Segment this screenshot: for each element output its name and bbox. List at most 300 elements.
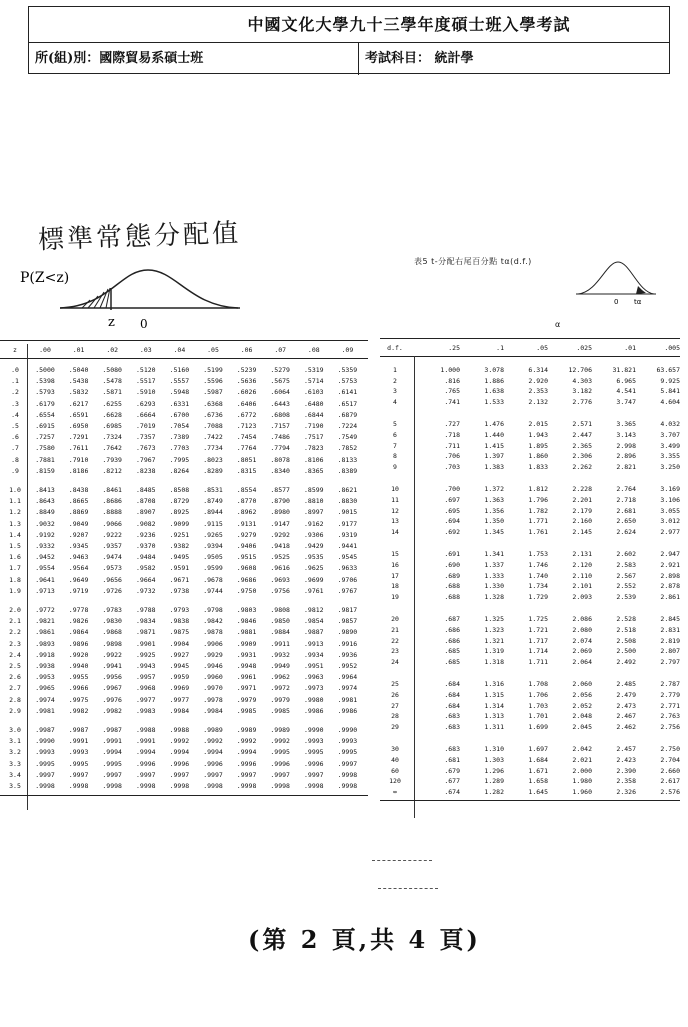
z-table-cell: .9382 bbox=[169, 542, 190, 550]
z-table-cell: .6443 bbox=[270, 399, 290, 408]
t-table-cell: 1.725 bbox=[528, 615, 548, 624]
t-table-cell: 2.756 bbox=[660, 722, 680, 731]
t-table-cell: .692 bbox=[444, 527, 460, 536]
z-table-cell: .9625 bbox=[304, 564, 324, 573]
exam-title: 中國文化大學九十三學年度碩士班入學考試 bbox=[29, 7, 669, 43]
z-table-cell: .9901 bbox=[136, 639, 156, 648]
t-table-cell: 2.576 bbox=[660, 787, 680, 796]
z-table-cell: .9997 bbox=[203, 770, 223, 779]
z-table-cell: .5517 bbox=[136, 377, 156, 386]
z-table-cell: .6293 bbox=[136, 399, 156, 408]
z-table-cell: .9515 bbox=[236, 553, 257, 562]
z-table-cell: .9927 bbox=[169, 650, 190, 659]
z-table-cell: .8315 bbox=[236, 466, 257, 475]
t-table-cell: .711 bbox=[444, 441, 460, 450]
z-table-cell: .7642 bbox=[102, 444, 122, 453]
z-table-cell: .9976 bbox=[102, 695, 122, 704]
t-table-cell: .684 bbox=[444, 701, 460, 710]
z-table-cell: .9554 bbox=[35, 564, 55, 573]
t-table-cell: 1.886 bbox=[484, 376, 504, 385]
z-table-cell: .7054 bbox=[169, 422, 190, 430]
z-table-cell: .8665 bbox=[68, 497, 89, 506]
z-table-cell: .9934 bbox=[304, 650, 324, 659]
t-df-label: 12 bbox=[391, 506, 399, 515]
dash-mark-1 bbox=[372, 860, 432, 862]
z-table-cell: .9967 bbox=[102, 684, 122, 693]
t-distribution-sketch bbox=[576, 258, 656, 306]
z-table-cell: .5596 bbox=[203, 377, 223, 386]
z-table-cell: .9991 bbox=[136, 737, 156, 746]
z-table-cell: .9756 bbox=[270, 586, 290, 595]
z-table-cell: .9995 bbox=[102, 759, 122, 768]
z-table-cell: .5438 bbox=[68, 377, 89, 386]
z-col-header-cell: .05 bbox=[207, 346, 219, 354]
z-table-cell: .5636 bbox=[236, 377, 257, 386]
t-table-divider bbox=[414, 356, 415, 818]
t-table-cell: 2.492 bbox=[616, 657, 636, 666]
t-table-cell: 1.734 bbox=[528, 582, 548, 591]
z-col-header-cell: .04 bbox=[173, 346, 186, 354]
z-table-cell: .9997 bbox=[270, 770, 290, 779]
t-table-cell: 2.120 bbox=[572, 561, 592, 569]
t-table-cell: 2.306 bbox=[572, 452, 592, 461]
t-table-cell: 2.878 bbox=[660, 582, 680, 591]
z-table-cell: .6950 bbox=[68, 422, 89, 430]
z-table-cell: .9545 bbox=[337, 553, 358, 562]
z-table-cell: .9222 bbox=[102, 530, 122, 539]
t-table-cell: 1.440 bbox=[484, 431, 504, 439]
z-table-cell: .9032 bbox=[35, 519, 55, 528]
z-table-cell: .9998 bbox=[136, 782, 156, 790]
z-table-cell: .9925 bbox=[136, 650, 156, 659]
z-table-cell: .9983 bbox=[136, 706, 156, 715]
z-table-cell: .9984 bbox=[169, 706, 190, 715]
t-df-label: 8 bbox=[393, 452, 397, 461]
z-table-cell: .9993 bbox=[304, 737, 324, 746]
z-table-cell: .5398 bbox=[35, 377, 55, 386]
normal-curve-sketch bbox=[20, 262, 360, 332]
z-col-header-cell: .02 bbox=[106, 346, 119, 354]
t-table-cell: .683 bbox=[444, 712, 460, 721]
t-table-cell: 2.179 bbox=[572, 506, 592, 515]
z-table-cell: .9929 bbox=[203, 650, 223, 659]
t-table-bottom-rule bbox=[380, 800, 680, 801]
t-table-cell: 2.485 bbox=[616, 680, 636, 689]
z-table-cell: .7123 bbox=[236, 422, 257, 430]
t-table-cell: 1.383 bbox=[484, 462, 504, 471]
t-table-cell: 2.704 bbox=[660, 756, 680, 764]
z-table-cell: .9985 bbox=[236, 706, 257, 715]
z-row-label: .3 bbox=[11, 399, 19, 408]
t-table-cell: 5.841 bbox=[660, 387, 680, 396]
z-table-cell: .7291 bbox=[68, 433, 89, 442]
z-table-cell: .9998 bbox=[236, 782, 257, 790]
t-table-cell: 1.363 bbox=[484, 496, 504, 504]
t-table-cell: 2.326 bbox=[616, 787, 636, 796]
t-table-cell: 1.372 bbox=[484, 485, 504, 494]
z-table-cell: .9940 bbox=[68, 662, 89, 670]
z-table-cell: .9319 bbox=[337, 530, 358, 539]
z-table-cell: .9993 bbox=[68, 748, 89, 757]
t-table-cell: 1.782 bbox=[528, 506, 548, 515]
t-table-cell: 1.397 bbox=[484, 452, 504, 461]
header-info-row bbox=[29, 43, 669, 75]
z-table-cell: .9918 bbox=[35, 650, 55, 659]
t-df-label: 40 bbox=[391, 756, 399, 764]
t-table-cell: 1.311 bbox=[484, 722, 504, 731]
t-table-cell: 2.771 bbox=[660, 701, 680, 710]
t-col-header-cell: .01 bbox=[624, 344, 636, 352]
z-row-label: 2.9 bbox=[9, 706, 21, 715]
z-table-cell: .9956 bbox=[102, 673, 122, 682]
z-table-cell: .7823 bbox=[304, 444, 324, 453]
z-table-cell: .9996 bbox=[203, 759, 223, 768]
t-table-cell: 1.476 bbox=[484, 420, 504, 429]
z-table-cell: .8264 bbox=[169, 466, 190, 475]
z-table-cell: .5080 bbox=[102, 366, 122, 374]
z-col-header-cell: .00 bbox=[39, 346, 51, 354]
t-table-cell: 1.350 bbox=[484, 517, 504, 526]
z-table-cell: .8554 bbox=[236, 486, 257, 494]
z-table-cell: .9713 bbox=[35, 586, 55, 595]
z-table-cell: .9949 bbox=[270, 662, 290, 670]
z-table-cell: .9984 bbox=[203, 706, 223, 715]
z-row-label: .4 bbox=[11, 410, 19, 419]
z-table-cell: .7673 bbox=[136, 444, 156, 453]
t-table-cell: 2.201 bbox=[572, 496, 592, 504]
z-table-cell: .8413 bbox=[35, 486, 55, 494]
z-table-cell: .8869 bbox=[68, 508, 89, 517]
z-row-label: .9 bbox=[11, 466, 19, 475]
t-table-cell: 1.533 bbox=[484, 397, 504, 406]
t-table-cell: 2.358 bbox=[616, 777, 636, 786]
handwritten-title: 標準常態分配值 bbox=[37, 218, 242, 256]
z-table-cell: .6368 bbox=[203, 399, 223, 408]
t-table-cell: 2.947 bbox=[660, 550, 680, 559]
t-table-cell: 3.143 bbox=[616, 431, 636, 439]
z-row-label: 1.5 bbox=[9, 542, 21, 550]
t-table-cell: 2.508 bbox=[616, 636, 636, 645]
z-table-cell: .7517 bbox=[304, 433, 324, 442]
z-table-cell: .7910 bbox=[68, 455, 89, 464]
z-table-cell: .9981 bbox=[337, 695, 358, 704]
z-table-cell: .7224 bbox=[337, 422, 358, 430]
z-table-cell: .9970 bbox=[203, 684, 223, 693]
z-table-cell: .9772 bbox=[35, 606, 55, 614]
z-row-label: .1 bbox=[11, 377, 19, 386]
z-row-label: .6 bbox=[11, 433, 19, 442]
z-table-cell: .9985 bbox=[270, 706, 290, 715]
z-table-cell: .9599 bbox=[203, 564, 223, 573]
t-table-cell: .674 bbox=[444, 787, 460, 796]
z-table-cell: .8577 bbox=[270, 486, 290, 494]
t-table-cell: 1.699 bbox=[528, 722, 548, 731]
t-table-cell: 2.797 bbox=[660, 657, 680, 666]
z-table-cell: .9975 bbox=[68, 695, 89, 704]
z-table-cell: .8159 bbox=[35, 466, 55, 475]
z-row-label: 2.8 bbox=[9, 695, 21, 704]
z-table-cell: .9279 bbox=[236, 530, 257, 539]
t-sketch-talpha: tα bbox=[634, 298, 642, 306]
z-table-cell: .9726 bbox=[102, 586, 122, 595]
z-table-cell: .8888 bbox=[102, 508, 122, 517]
z-table-cell: .9974 bbox=[35, 695, 55, 704]
t-table-cell: 1.860 bbox=[528, 452, 548, 461]
z-table-cell: .9868 bbox=[102, 628, 122, 637]
t-table-cell: 2.060 bbox=[572, 680, 592, 689]
t-table-cell: 3.055 bbox=[660, 506, 680, 515]
z-col-header: z bbox=[13, 346, 17, 354]
z-row-label: 1.9 bbox=[9, 586, 21, 595]
t-table-cell: 2.518 bbox=[616, 626, 636, 634]
z-table-cell: .9783 bbox=[102, 606, 122, 614]
t-table-cell: 1.415 bbox=[484, 441, 504, 450]
t-table-cell: .689 bbox=[444, 571, 460, 580]
t-table-cell: .681 bbox=[444, 756, 460, 764]
t-df-label: 23 bbox=[391, 647, 399, 656]
t-df-label: 28 bbox=[391, 712, 399, 721]
z-table-cell: .9974 bbox=[337, 684, 358, 693]
z-table-cell: .9997 bbox=[169, 770, 190, 779]
t-table-cell: .697 bbox=[444, 496, 460, 504]
z-row-label: 1.6 bbox=[9, 553, 21, 562]
z-table-cell: .6406 bbox=[236, 399, 257, 408]
z-table-cell: .9998 bbox=[169, 782, 190, 790]
t-table-cell: 2.086 bbox=[572, 615, 592, 624]
t-table-cell: 2.764 bbox=[616, 485, 636, 494]
t-df-label: 24 bbox=[391, 657, 399, 666]
z-table-cell: .8238 bbox=[136, 466, 156, 475]
z-table-cell: .9564 bbox=[68, 564, 89, 573]
t-table-cell: 1.833 bbox=[528, 462, 548, 471]
t-table-cell: 2.845 bbox=[660, 615, 680, 624]
t-table-cell: 2.681 bbox=[616, 506, 636, 515]
z-table-cell: .9788 bbox=[136, 606, 156, 614]
z-table-cell: .8212 bbox=[102, 466, 122, 475]
t-table-cell: 1.282 bbox=[484, 787, 504, 796]
z-table-cell: .6141 bbox=[337, 388, 358, 397]
t-table-cell: 1.721 bbox=[528, 626, 548, 634]
z-row-label: 2.6 bbox=[9, 673, 21, 682]
t-df-label: 4 bbox=[393, 397, 397, 406]
z-table-cell: .9846 bbox=[236, 617, 257, 626]
z-table-cell: .9898 bbox=[102, 639, 122, 648]
z-table-cell: .9265 bbox=[203, 530, 223, 539]
z-table-cell: .8980 bbox=[270, 508, 290, 517]
z-table-cell: .8686 bbox=[102, 497, 122, 506]
z-row-label: .7 bbox=[11, 444, 19, 453]
t-table-cell: .703 bbox=[444, 462, 460, 471]
z-table-cell: .9913 bbox=[304, 639, 324, 648]
z-table-cell: .8461 bbox=[102, 486, 122, 494]
t-df-label: 22 bbox=[391, 636, 399, 645]
z-table-cell: .5040 bbox=[68, 366, 89, 374]
t-table-top-rule bbox=[380, 338, 680, 339]
t-table-cell: .695 bbox=[444, 506, 460, 515]
z-row-label: .5 bbox=[11, 422, 19, 430]
t-table-cell: 2.093 bbox=[572, 592, 592, 601]
t-table-cell: 3.078 bbox=[484, 366, 504, 374]
z-table-cell: .6591 bbox=[68, 410, 89, 419]
t-table-cell: 2.228 bbox=[572, 485, 592, 494]
t-table-cell: 1.345 bbox=[484, 527, 504, 536]
z-table-cell: .9995 bbox=[304, 748, 324, 757]
df-col-header: d.f. bbox=[387, 344, 403, 352]
t-df-label: 9 bbox=[393, 462, 397, 471]
t-df-label: 17 bbox=[391, 571, 399, 580]
z-table-cell: .9394 bbox=[203, 542, 223, 550]
z-table-cell: .7967 bbox=[136, 455, 156, 464]
z-table-cell: .9997 bbox=[68, 770, 89, 779]
t-df-label: 19 bbox=[391, 592, 399, 601]
z-table-cell: .9997 bbox=[136, 770, 156, 779]
z-table-cell: .9821 bbox=[35, 617, 55, 626]
z-table-cell: .9996 bbox=[304, 759, 324, 768]
t-table-cell: 2.423 bbox=[616, 756, 636, 764]
z-table-cell: .9573 bbox=[102, 564, 122, 573]
z-table-cell: .9982 bbox=[68, 706, 89, 715]
z-table-cell: .7794 bbox=[270, 444, 290, 453]
z-table-cell: .6700 bbox=[169, 410, 190, 419]
z-table-cell: .9996 bbox=[136, 759, 156, 768]
t-table-cell: 1.303 bbox=[484, 756, 504, 764]
z-table-cell: .9864 bbox=[68, 628, 89, 637]
shaded-area bbox=[82, 288, 110, 308]
t-df-label: 1 bbox=[393, 366, 397, 374]
z-table-cell: .8508 bbox=[169, 486, 190, 494]
z-table-cell: .9406 bbox=[236, 542, 257, 550]
z-row-label: 1.2 bbox=[9, 508, 21, 517]
z-table-cell: .9995 bbox=[35, 759, 55, 768]
z-table-cell: .9995 bbox=[270, 748, 290, 757]
z-table-cell: .7611 bbox=[68, 444, 89, 453]
z-table-cell: .9977 bbox=[136, 695, 156, 704]
t-table-cell: 1.708 bbox=[528, 680, 548, 689]
z-table-cell: .9251 bbox=[169, 530, 190, 539]
z-row-label: 2.7 bbox=[9, 684, 21, 693]
z-row-label: 2.2 bbox=[9, 628, 21, 637]
z-table-cell: .9049 bbox=[68, 519, 89, 528]
z-table-cell: .5557 bbox=[169, 377, 190, 386]
z-table-cell: .9941 bbox=[102, 662, 122, 670]
z-table-cell: .8389 bbox=[337, 466, 358, 475]
z-table-cell: .5910 bbox=[136, 388, 156, 397]
z-table-cell: .8962 bbox=[236, 508, 257, 517]
z-table-cell: .9969 bbox=[169, 684, 190, 693]
t-col-header-cell: .25 bbox=[448, 344, 460, 352]
t-table-cell: 6.965 bbox=[616, 376, 636, 385]
z-table-cell: .8365 bbox=[304, 466, 324, 475]
t-table-cell: .816 bbox=[444, 376, 460, 385]
t-table-cell: .683 bbox=[444, 722, 460, 731]
z-table-cell: .9959 bbox=[169, 673, 190, 682]
t-table-cell: 1.289 bbox=[484, 777, 504, 786]
z-table-cell: .9997 bbox=[337, 759, 358, 768]
z-table-cell: .7995 bbox=[169, 455, 190, 464]
t-table-cell: .718 bbox=[444, 431, 460, 439]
t-table-cell: 2.617 bbox=[660, 777, 680, 786]
t-table-cell: 2.819 bbox=[660, 636, 680, 645]
z-table-cell: .9608 bbox=[236, 564, 257, 573]
z-table-cell: .8997 bbox=[304, 508, 324, 517]
z-table-cell: .9989 bbox=[236, 726, 257, 734]
z-table-cell: .9986 bbox=[337, 706, 358, 715]
z-table-cell: .9535 bbox=[304, 553, 324, 562]
t-table-cell: 3.169 bbox=[660, 485, 680, 494]
z-row-label: 3.4 bbox=[9, 770, 21, 779]
t-table-cell: .683 bbox=[444, 745, 460, 754]
t-table-cell: 2.583 bbox=[616, 561, 636, 569]
t-table-cell: 2.080 bbox=[572, 626, 592, 634]
z-table-cell: .9706 bbox=[337, 575, 358, 584]
t-table-cell: 3.012 bbox=[660, 517, 680, 526]
z-table-cell: .9525 bbox=[270, 553, 290, 562]
z-row-label: 2.1 bbox=[9, 617, 21, 626]
z-table-cell: .9943 bbox=[136, 662, 156, 670]
z-table-cell: .9971 bbox=[236, 684, 257, 693]
z-row-label: 2.4 bbox=[9, 650, 21, 659]
z-table-cell: .6628 bbox=[102, 410, 122, 419]
t-table-cell: 2.624 bbox=[616, 527, 636, 536]
t-table-cell: .727 bbox=[444, 420, 460, 429]
t-table-cell: 1.333 bbox=[484, 571, 504, 580]
z-table-cell: .9671 bbox=[169, 575, 190, 584]
z-table-cell: .9904 bbox=[169, 639, 190, 648]
z-table-cell: .7881 bbox=[35, 455, 55, 464]
t-df-label: 18 bbox=[391, 582, 399, 591]
t-table-cell: 2.479 bbox=[616, 691, 636, 699]
z-table-cell: .9803 bbox=[236, 606, 257, 614]
t-table-cell: 2.920 bbox=[528, 376, 548, 385]
z-table-cell: .9995 bbox=[337, 748, 358, 757]
z-table-cell: .9998 bbox=[304, 782, 324, 790]
z-table-cell: .9345 bbox=[68, 542, 89, 550]
z-table-cell: .8925 bbox=[169, 508, 190, 517]
z-table-cell: .9850 bbox=[270, 617, 290, 626]
z-row-label: 3.2 bbox=[9, 748, 21, 757]
z-table-cell: .7422 bbox=[203, 433, 223, 442]
z-table-cell: .9998 bbox=[203, 782, 223, 790]
t-table-cell: 2.262 bbox=[572, 462, 592, 471]
t-table-header-rule bbox=[380, 356, 680, 357]
z-table-cell: .9370 bbox=[136, 542, 156, 550]
z-table-cell: .9936 bbox=[337, 650, 358, 659]
z-table-cell: .5987 bbox=[203, 388, 223, 397]
z-table-cell: .9115 bbox=[203, 519, 223, 528]
t-table-cell: 2.898 bbox=[660, 571, 680, 580]
z-table-cell: .7764 bbox=[236, 444, 257, 453]
z-table-cell: .9678 bbox=[203, 575, 223, 584]
z-table-cell: .9951 bbox=[304, 662, 324, 670]
z-table-cell: .7486 bbox=[270, 433, 290, 442]
t-table-cell: 2.779 bbox=[660, 691, 680, 699]
z-table-cell: .9887 bbox=[304, 628, 324, 637]
t-table-cell: 1.711 bbox=[528, 657, 548, 666]
t-table-cell: 31.821 bbox=[612, 366, 636, 374]
t-table-cell: 3.747 bbox=[616, 397, 636, 406]
t-table-cell: 1.296 bbox=[484, 766, 504, 775]
z-table-cell: .8830 bbox=[337, 497, 358, 506]
z-table-cell: .7703 bbox=[169, 444, 190, 453]
t-table-cell: 1.684 bbox=[528, 756, 548, 764]
z-table-cell: .9441 bbox=[337, 542, 358, 550]
z-table-cell: .9616 bbox=[270, 564, 290, 573]
t-table-cell: .694 bbox=[444, 517, 460, 526]
z-table-cell: .6985 bbox=[102, 422, 122, 430]
t-table-cell: 1.671 bbox=[528, 766, 548, 775]
t-table-cell: 2.763 bbox=[660, 712, 680, 721]
z-table-cell: .9994 bbox=[169, 748, 190, 757]
